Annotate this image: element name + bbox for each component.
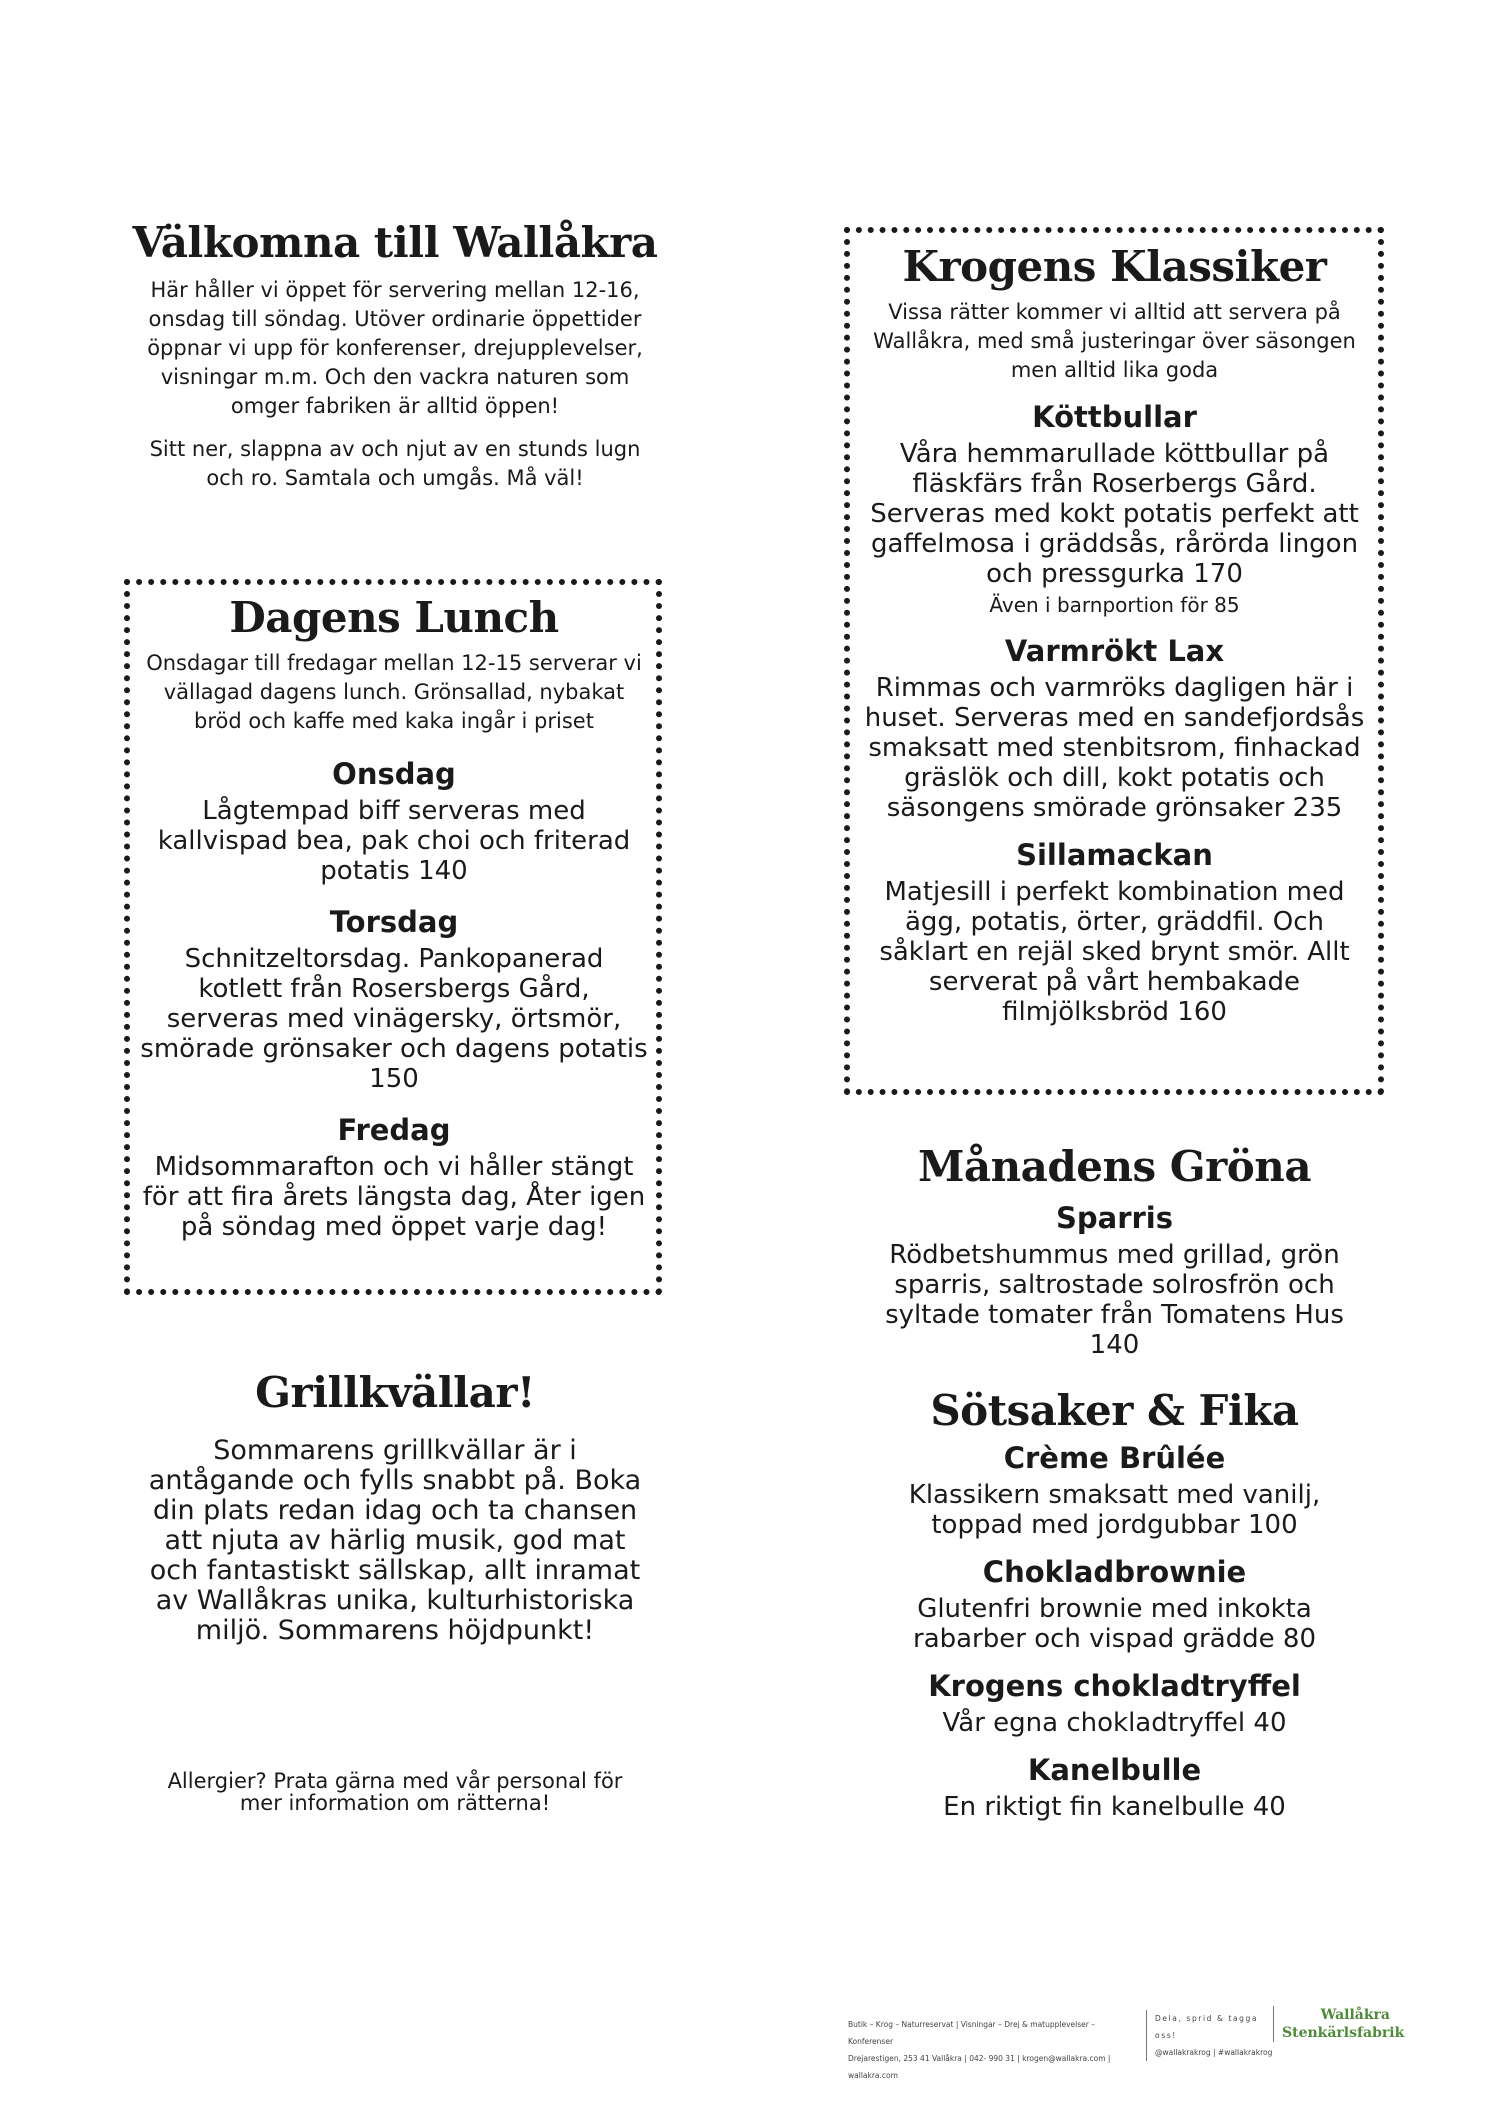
dish-name: Krogens chokladtryffel: [928, 1669, 1301, 1704]
welcome-paragraph-1: Här håller vi öppet för servering mellan 12-16, onsdag till söndag. Utöver ordinarie öppettider öppnar vi upp för konferenser, drejupplevelser, visningar m.m. Och den vackra naturen som omger fabriken är alltid öppen!: [147, 278, 643, 419]
lunch-day: [140, 1112, 648, 1242]
sweets-dish: [862, 1752, 1367, 1822]
dish-desc: Rödbetshummus med grillad, grön sparris, saltrostade solrosfrön och syltade tomater från Tomatens Hus 140: [885, 1240, 1344, 1361]
lunch-day-name: Torsdag: [329, 905, 459, 940]
dish-desc: Glutenfri brownie med inkokta rabarber och vispad grädde 80: [913, 1594, 1316, 1655]
sweets-title: Sötsaker & Fika: [930, 1386, 1299, 1435]
sweets-dish: [862, 1554, 1367, 1654]
allergy-text: Allergier? Prata gärna med vår personal för mer information om rätterna!: [167, 1769, 623, 1815]
green-section: [862, 1142, 1367, 1360]
classics-dish: [862, 633, 1367, 823]
dish-name: Crème Brûlée: [1003, 1441, 1226, 1476]
footer: [848, 2006, 1405, 2080]
lunch-day-name: Fredag: [337, 1113, 451, 1148]
dish-desc: Rimmas och varmröks dagligen här i huset. Serveras med en sandefjordsås smaksatt med stenbitsrom, finhackad gräslök och dill, kokt potatis och säsongens smörade grönsaker 235: [864, 673, 1365, 824]
dish-desc: Vår egna chokladtryffel 40: [942, 1708, 1287, 1739]
grill-section: [145, 1368, 645, 1646]
dish-name: Chokladbrownie: [982, 1555, 1247, 1590]
sweets-dish: [862, 1668, 1367, 1738]
welcome-title: Välkomna till Wallåkra: [132, 218, 658, 267]
dish-name: Kanelbulle: [1027, 1753, 1202, 1788]
lunch-day-desc: Lågtempad biff serveras med kallvispad bea, pak choi och friterad potatis 140: [157, 796, 631, 887]
grill-text: Sommarens grillkvällar är i antågande och fylls snabbt på. Boka din plats redan idag och ta chansen att njuta av härlig musik, god mat och fantastiskt sällskap, allt inramat av Wallåkras unika, kulturhistoriska miljö. Sommarens höjdpunkt!: [148, 1435, 642, 1647]
classics-dish: [862, 399, 1367, 619]
lunch-intro: Onsdagar till fredagar mellan 12-15 serverar vi vällagad dagens lunch. Grönsallad, nybakat bröd och kaffe med kaka ingår i priset: [146, 651, 642, 734]
classics-dish: [862, 837, 1367, 1027]
dish-desc: En riktigt fin kanelbulle 40: [943, 1792, 1286, 1823]
welcome-section: [130, 218, 660, 493]
lunch-section: [140, 593, 648, 1242]
classics-title: Krogens Klassiker: [902, 242, 1327, 291]
sweets-dish: [862, 1440, 1367, 1540]
allergy-note: [160, 1770, 630, 1814]
lunch-day: [140, 904, 648, 1094]
dish-desc: Matjesill i perfekt kombination med ägg, potatis, örter, gräddfil. Och såklart en rejäl sked brynt smör. Allt serverat på vårt hembakade filmjölksbröd 160: [879, 877, 1350, 1028]
sweets-section: [862, 1386, 1367, 1822]
welcome-paragraph-2: Sitt ner, slappna av och njut av en stunds lugn och ro. Samtala och umgås. Må väl!: [149, 437, 641, 491]
footer-services: Butik – Krog – Naturreservat | Visningar – Drej & matupplevelser – Konferenser: [848, 2020, 1095, 2046]
lunch-day-desc: Schnitzeltorsdag. Pankopanerad kotlett från Rosersbergs Gård, serveras med vinägersky, örtsmör, smörade grönsaker och dagens potatis 150: [140, 944, 648, 1095]
footer-info: [848, 2016, 1138, 2084]
dish-desc: Våra hemmarullade köttbullar på fläskfärs från Roserbergs Gård. Serveras med kokt potatis perfekt att gaffelmosa i gräddsås, rårörda lingon och pressgurka 170: [870, 439, 1359, 590]
dish-name: Sillamackan: [1016, 838, 1213, 873]
dish-note: Även i barnportion för 85: [989, 593, 1240, 618]
logo-line-2: Stenkärlsfabrik: [1282, 2025, 1405, 2041]
dish-name: Köttbullar: [1032, 400, 1197, 435]
classics-section: [862, 242, 1367, 1027]
dish-name: Sparris: [1055, 1201, 1174, 1236]
grill-title: Grillkvällar!: [255, 1368, 535, 1417]
wallakra-logo: [1273, 2006, 1405, 2042]
footer-social-handles: @wallakrakrog | #wallakrakrog: [1155, 2048, 1273, 2057]
dish-name: Varmrökt Lax: [1004, 634, 1225, 669]
green-title: Månadens Gröna: [917, 1142, 1312, 1191]
footer-tagline: Dela, sprid & tagga oss!: [1155, 2014, 1259, 2040]
footer-social: [1146, 2010, 1273, 2061]
classics-intro: Vissa rätter kommer vi alltid att servera på Wallåkra, med små justeringar över säsongen men alltid lika goda: [873, 300, 1356, 383]
lunch-day-name: Onsdag: [332, 757, 456, 792]
footer-contact: Drejarestigen, 253 41 Vallåkra | 042- 990 31 | krogen@wallakra.com | wallakra.com: [848, 2054, 1111, 2080]
dish-desc: Klassikern smaksatt med vanilj, toppad med jordgubbar 100: [908, 1480, 1321, 1541]
logo-line-1: Wallåkra: [1320, 2007, 1390, 2023]
lunch-day: [140, 756, 648, 886]
lunch-title: Dagens Lunch: [229, 593, 559, 642]
lunch-day-desc: Midsommarafton och vi håller stängt för att fira årets längsta dag, Åter igen på söndag med öppet varje dag!: [142, 1152, 646, 1243]
